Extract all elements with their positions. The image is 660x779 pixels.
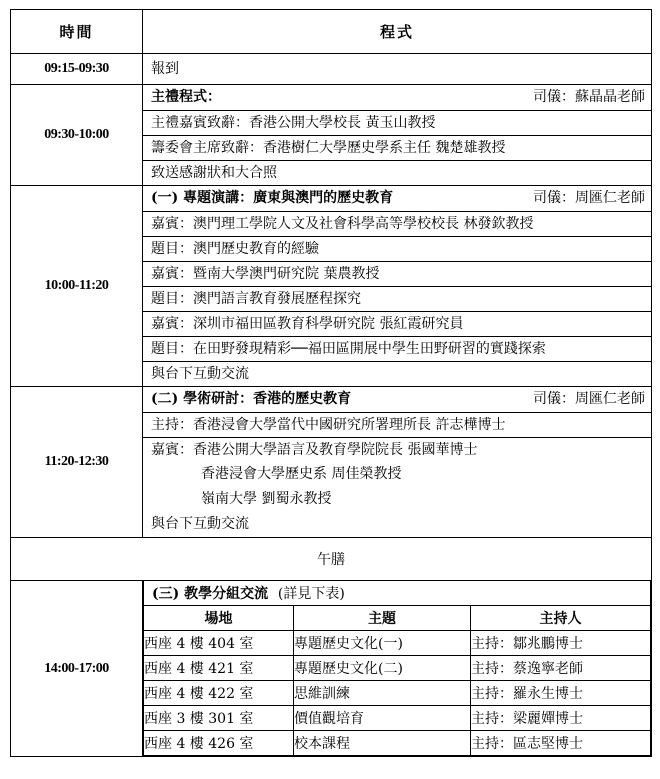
header-time: 時間 — [11, 10, 143, 54]
program-cell — [143, 387, 652, 538]
group-row — [144, 631, 651, 656]
section-title: 主禮程式： — [151, 89, 221, 105]
program-line: 嘉賓：深圳市福田區教育科學研究院 張紅霞研究員 — [143, 311, 651, 336]
group-row — [144, 656, 651, 681]
program-line: 嶺南大學 劉蜀永教授 — [201, 491, 332, 507]
section-title-line — [143, 85, 651, 110]
registration-row — [11, 54, 652, 85]
header-row — [11, 10, 652, 54]
topic-cell: 專題歷史文化(一) — [294, 631, 471, 656]
section-note: (詳見下表) — [277, 586, 345, 602]
time-cell: 10:00-11:20 — [11, 186, 143, 387]
host-cell: 主持：鄒兆鵬博士 — [471, 631, 651, 656]
topic-cell: 專題歷史文化(二) — [294, 656, 471, 681]
lunch-row — [11, 538, 652, 581]
group-header-row — [144, 606, 651, 631]
mc-name: 司儀：蘇晶晶老師 — [533, 89, 645, 105]
program-line: 嘉賓：澳門理工學院人文及社會科學高等學校校長 林發欽教授 — [143, 211, 651, 236]
time-cell: 09:15-09:30 — [11, 54, 143, 85]
lunch-label: 午膳 — [11, 538, 652, 581]
program-line: 嘉賓：香港公開大學語言及教育學院院長 張國華博士 — [143, 437, 651, 462]
host-cell: 主持：蔡逸寧老師 — [471, 656, 651, 681]
host-cell: 主持：羅永生博士 — [471, 681, 651, 706]
section-title: (一) 專題演講：廣東與澳門的歷史教育 — [151, 190, 394, 206]
section-title-line — [143, 387, 651, 412]
session1-row — [11, 186, 652, 387]
venue-cell: 西座 3 樓 301 室 — [144, 706, 294, 731]
program-cell — [143, 85, 652, 186]
time-cell: 11:20-12:30 — [11, 387, 143, 538]
mc-name: 司儀：周匯仁老師 — [533, 190, 645, 206]
topic-cell: 思維訓練 — [294, 681, 471, 706]
program-line: 致送感謝狀和大合照 — [143, 160, 651, 185]
section-title: (二) 學術研討：香港的歷史教育 — [151, 391, 352, 407]
section-title-line — [143, 186, 651, 211]
program-cell — [143, 54, 652, 85]
venue-cell: 西座 4 樓 426 室 — [144, 731, 294, 756]
header-program: 程式 — [143, 10, 652, 54]
time-cell: 14:00-17:00 — [11, 581, 143, 757]
column-header-host: 主持人 — [471, 606, 651, 631]
schedule-table — [10, 9, 652, 757]
topic-cell: 校本課程 — [294, 731, 471, 756]
program-line: 題目：澳門歷史教育的經驗 — [143, 236, 651, 261]
venue-cell: 西座 4 樓 422 室 — [144, 681, 294, 706]
group-row — [144, 706, 651, 731]
column-header-topic: 主題 — [294, 606, 471, 631]
column-header-venue: 場地 — [144, 606, 294, 631]
section-title: (三) 教學分組交流 — [152, 586, 269, 602]
group-row — [144, 731, 651, 756]
ceremony-row — [11, 85, 652, 186]
program-cell — [143, 186, 652, 387]
program-line: 報到 — [151, 61, 179, 77]
topic-cell: 價值觀培育 — [294, 706, 471, 731]
session2-row — [11, 387, 652, 538]
group-table — [143, 581, 651, 756]
mc-name: 司儀：周匯仁老師 — [533, 391, 645, 407]
program-line: 主禮嘉賓致辭：香港公開大學校長 黃玉山教授 — [143, 110, 651, 135]
program-line: 籌委會主席致辭：香港樹仁大學歷史學系主任 魏楚雄教授 — [143, 135, 651, 160]
program-line: 主持：香港浸會大學當代中國研究所署理所長 許志樺博士 — [143, 412, 651, 437]
program-line: 題目：澳門語言教育發展歷程探究 — [143, 286, 651, 311]
program-line: 題目：在田野發現精彩──福田區開展中學生田野研習的實踐探索 — [143, 336, 651, 361]
program-line: 與台下互動交流 — [143, 361, 651, 386]
time-cell: 09:30-10:00 — [11, 85, 143, 186]
venue-cell: 西座 4 樓 421 室 — [144, 656, 294, 681]
venue-cell: 西座 4 樓 404 室 — [144, 631, 294, 656]
section-title-line — [144, 581, 651, 606]
host-cell: 主持：梁麗嬋博士 — [471, 706, 651, 731]
program-line: 香港浸會大學歷史系 周佳榮教授 — [201, 466, 402, 482]
program-line: 嘉賓：暨南大學澳門研究院 葉農教授 — [143, 261, 651, 286]
program-cell — [143, 581, 652, 757]
group-title-row — [144, 581, 651, 606]
session3-row — [11, 581, 652, 757]
group-row — [144, 681, 651, 706]
host-cell: 主持：區志堅博士 — [471, 731, 651, 756]
program-line: 與台下互動交流 — [151, 516, 249, 532]
